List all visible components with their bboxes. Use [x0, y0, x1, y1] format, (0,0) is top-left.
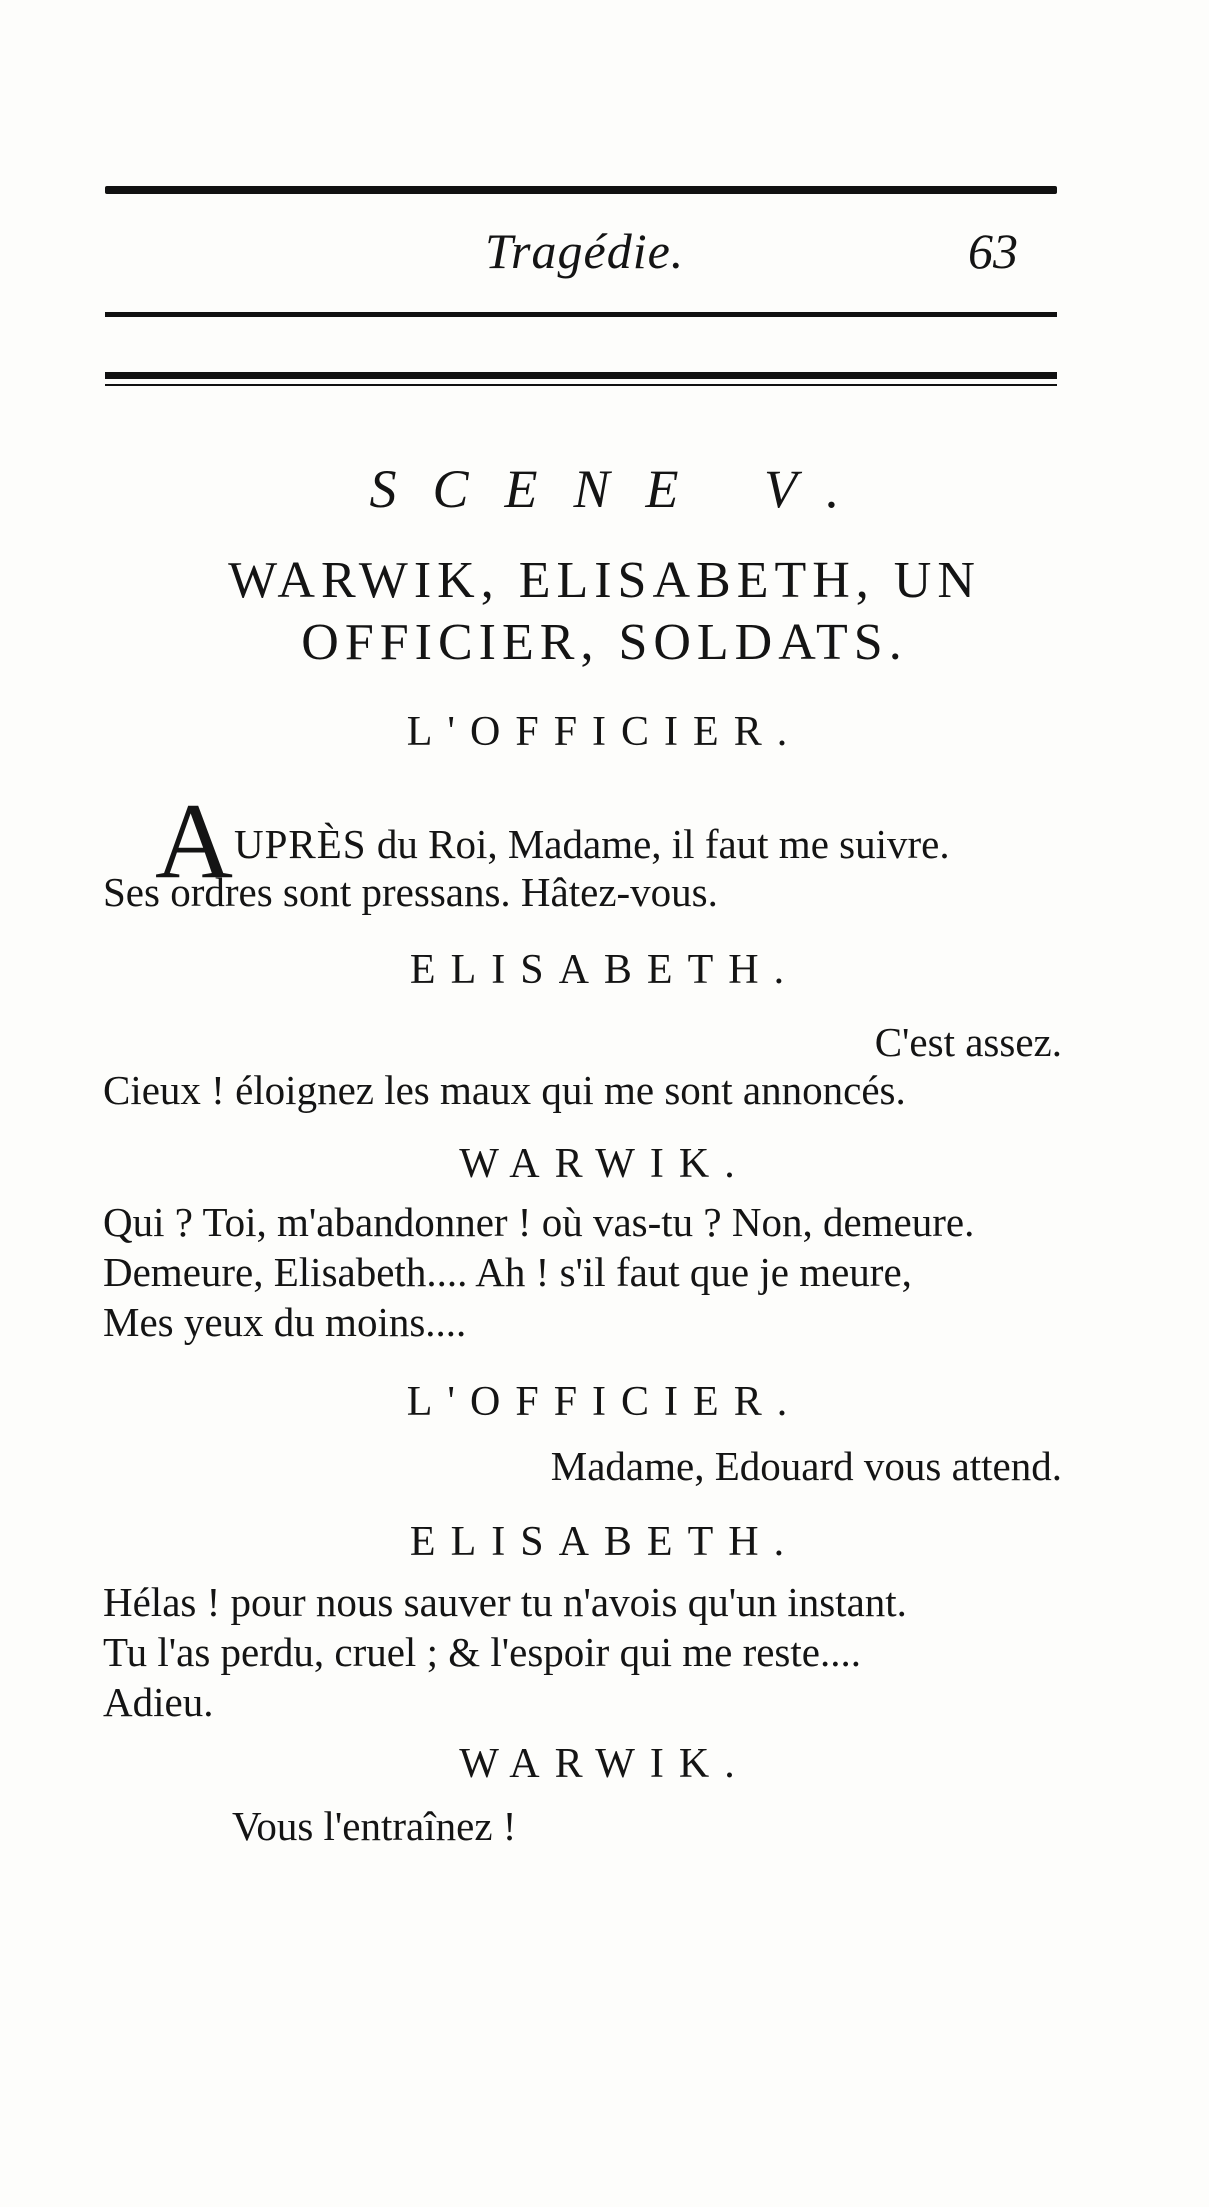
speaker-warwik-2: WARWIK.: [459, 1741, 750, 1787]
verse-line: Mes yeux du moins....: [103, 1299, 467, 1345]
header-rule-bottom: [105, 312, 1057, 317]
speaker-elisabeth-1: ELISABETH.: [409, 947, 800, 993]
scene-title: SCENE V.: [369, 459, 876, 519]
verse-line: Tu l'as perdu, cruel ; & l'espoir qui me reste....: [103, 1629, 861, 1675]
running-head: [0, 222, 1209, 292]
speaker-officier-1: L'OFFICIER.: [406, 709, 803, 755]
verse-line: Cieux ! éloignez les maux qui me sont annoncés.: [103, 1067, 906, 1113]
verse-line: C'est assez.: [874, 1019, 1062, 1065]
verse-line-rest: du Roi, Madame, il faut me suivre.: [366, 821, 950, 867]
small-caps-word: UPRÈS: [234, 821, 367, 867]
verse-line: Madame, Edouard vous attend.: [550, 1443, 1062, 1489]
ornament-rule-thin: [105, 384, 1057, 386]
verse-line: Adieu.: [103, 1679, 214, 1725]
verse-line: Hélas ! pour nous sauver tu n'avois qu'un instant.: [103, 1579, 907, 1625]
header-rule-top: [105, 186, 1057, 194]
ornament-rule-thick: [105, 372, 1057, 379]
cast-list: [0, 550, 1209, 674]
verse-line: Ses ordres sont pressans. Hâtez-vous.: [103, 869, 718, 915]
cast-line-2: OFFICIER, SOLDATS.: [301, 614, 908, 671]
page-number: 63: [968, 223, 1018, 279]
speaker-elisabeth-2: ELISABETH.: [409, 1519, 800, 1565]
verse-line: [234, 820, 950, 868]
running-title: Tragédie.: [485, 223, 685, 279]
cast-line-1: WARWIK, ELISABETH, UN: [228, 552, 981, 609]
verse-line: Qui ? Toi, m'abandonner ! où vas-tu ? Non, demeure.: [103, 1199, 975, 1245]
verse-line: Demeure, Elisabeth.... Ah ! s'il faut que je meure,: [103, 1249, 912, 1295]
speaker-warwik-1: WARWIK.: [459, 1141, 750, 1187]
drop-cap: A: [155, 782, 233, 901]
verse-line: Vous l'entraînez !: [232, 1803, 517, 1849]
speaker-officier-2: L'OFFICIER.: [406, 1379, 803, 1425]
